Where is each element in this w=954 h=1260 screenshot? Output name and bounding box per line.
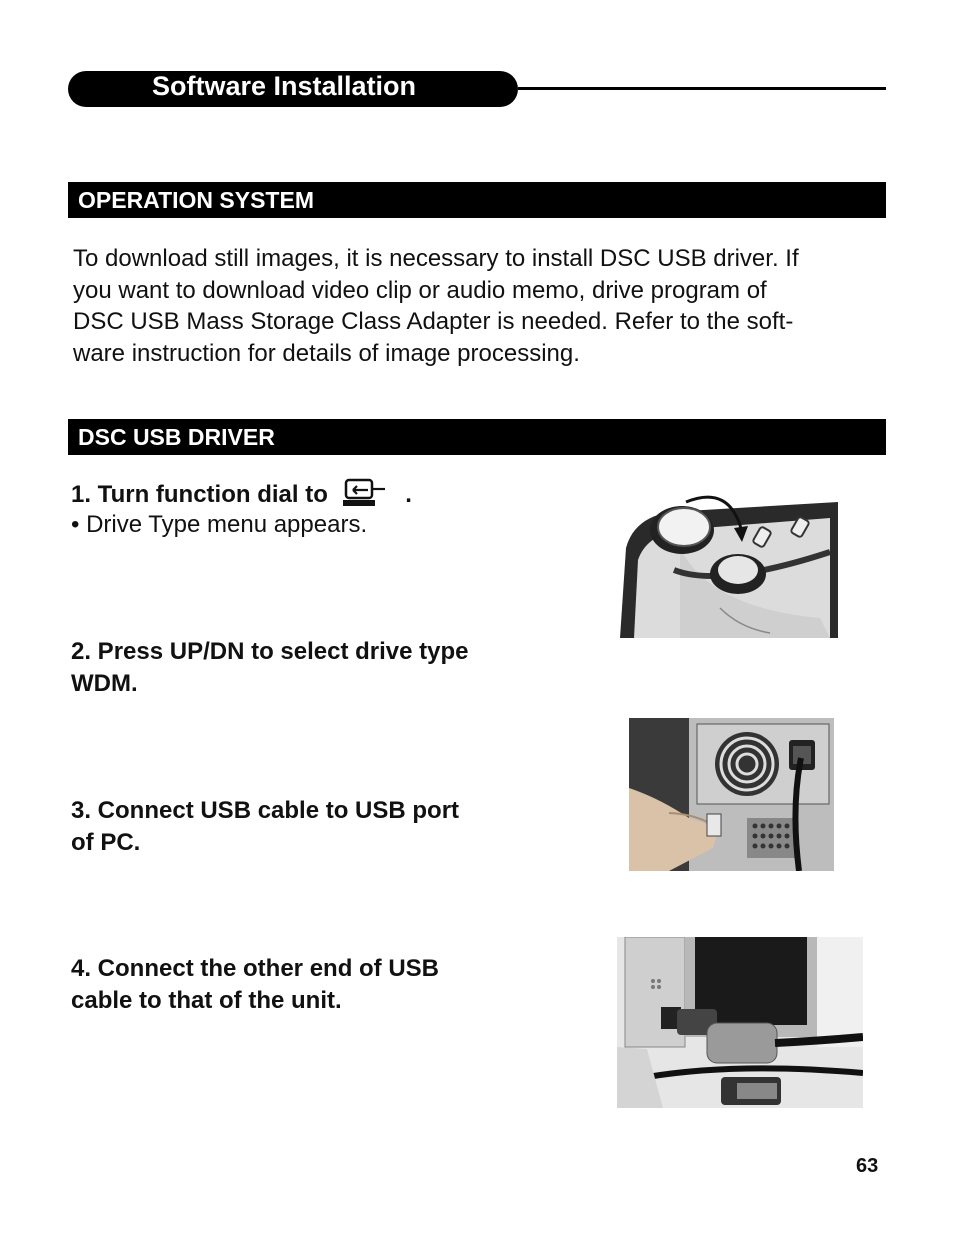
section-heading-dsc-usb-driver: DSC USB DRIVER bbox=[68, 419, 886, 455]
page-number: 63 bbox=[856, 1155, 879, 1177]
step-3-line: 3. Connect USB cable to USB port bbox=[71, 797, 460, 824]
step-3-line: of PC. bbox=[71, 829, 141, 856]
paragraph-line: To download still images, it is necessary to install DSC USB driver. If bbox=[73, 245, 799, 272]
chapter-title: Software Installation bbox=[152, 71, 417, 101]
step-2-line: WDM. bbox=[71, 670, 138, 697]
step-2 bbox=[71, 636, 469, 700]
step-3 bbox=[71, 795, 459, 859]
paragraph-line: ware instruction for details of image processing. bbox=[73, 339, 580, 367]
step-1-suffix: . bbox=[405, 481, 412, 508]
step-4-line: cable to that of the unit. bbox=[71, 987, 342, 1014]
step-4-line: 4. Connect the other end of USB bbox=[71, 955, 440, 982]
paragraph-line: DSC USB Mass Storage Class Adapter is needed. Refer to the soft- bbox=[73, 308, 794, 335]
pc-connection-icon bbox=[343, 478, 387, 508]
step-4 bbox=[71, 953, 439, 1017]
camera-usb-cable-photo bbox=[617, 937, 863, 1108]
step-1-bullet: • Drive Type menu appears. bbox=[71, 511, 368, 538]
step-2-line: 2. Press UP/DN to select drive type bbox=[71, 638, 469, 665]
section-heading-operation-system: OPERATION SYSTEM bbox=[68, 182, 886, 218]
camera-dial-photo bbox=[620, 488, 838, 638]
paragraph-line: you want to download video clip or audio memo, drive program of bbox=[73, 276, 767, 304]
step-1 bbox=[71, 478, 412, 511]
chapter-header-rule bbox=[518, 87, 886, 90]
pc-usb-port-photo bbox=[629, 718, 834, 871]
operation-system-paragraph bbox=[73, 243, 893, 369]
step-1-text: 1. Turn function dial to bbox=[71, 481, 328, 508]
